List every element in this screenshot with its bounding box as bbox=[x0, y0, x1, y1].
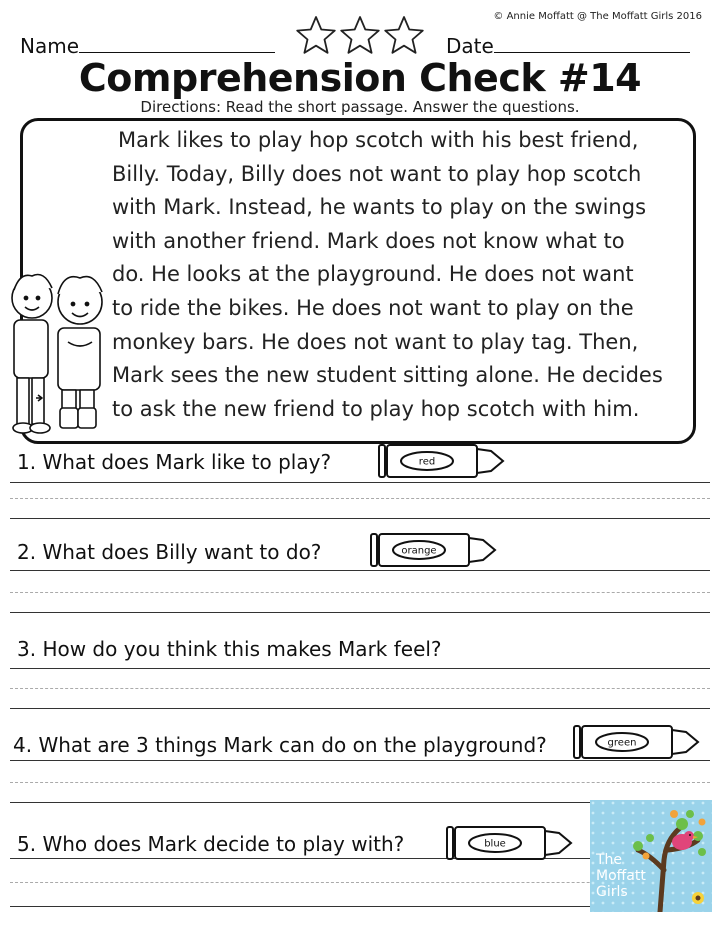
date-line bbox=[494, 34, 690, 53]
answer-line-top bbox=[10, 482, 710, 483]
crayon-icon bbox=[572, 724, 702, 760]
passage-line: do. He looks at the playground. He does not want bbox=[112, 262, 634, 287]
answer-line-mid bbox=[10, 782, 710, 783]
crayon-icon bbox=[369, 532, 499, 568]
name-line bbox=[79, 34, 275, 53]
passage-line: Mark sees the new student sitting alone. He decides bbox=[112, 363, 663, 388]
answer-line-top bbox=[10, 570, 710, 571]
passage-line: monkey bars. He does not want to play tag. Then, bbox=[112, 329, 639, 354]
star-outline-icon bbox=[385, 17, 423, 53]
crayon-icon bbox=[445, 825, 575, 861]
logo-text-1: The bbox=[596, 852, 623, 868]
question-5: 5. Who does Mark decide to play with? bbox=[17, 832, 405, 856]
passage-text bbox=[112, 124, 692, 426]
crayon-label: blue bbox=[484, 838, 506, 850]
star-outline-icon bbox=[297, 17, 335, 53]
crayon-icon bbox=[377, 443, 507, 479]
answer-line-mid bbox=[10, 592, 710, 593]
question-2: 2. What does Billy want to do? bbox=[17, 540, 322, 564]
logo-text-3: Girls bbox=[596, 884, 628, 900]
answer-line-base bbox=[10, 518, 710, 519]
answer-line-mid bbox=[10, 498, 710, 499]
question-1: 1. What does Mark like to play? bbox=[17, 450, 332, 474]
name-field[interactable] bbox=[20, 34, 275, 58]
question-3: 3. How do you think this makes Mark feel? bbox=[17, 637, 442, 661]
answer-line-top bbox=[10, 760, 710, 761]
crayon-label: red bbox=[418, 456, 436, 468]
question-4: 4. What are 3 things Mark can do on the playground? bbox=[13, 733, 547, 757]
passage-line: to ride the bikes. He does not want to play on the bbox=[112, 295, 634, 320]
answer-line-top bbox=[10, 668, 710, 669]
answer-line-base bbox=[10, 708, 710, 709]
answer-line-base bbox=[10, 612, 710, 613]
answer-line-mid bbox=[10, 688, 710, 689]
passage-line: with another friend. Mark does not know what to bbox=[112, 228, 625, 253]
name-label: Name bbox=[20, 34, 80, 58]
page-title: Comprehension Check #14 bbox=[78, 56, 642, 100]
directions-text: Directions: Read the short passage. Answer the questions. bbox=[140, 98, 580, 116]
passage-line: Mark likes to play hop scotch with his best friend, bbox=[118, 128, 639, 152]
passage-line: with Mark. Instead, he wants to play on the swings bbox=[112, 195, 647, 220]
crayon-label: orange bbox=[401, 545, 437, 557]
copyright-text: © Annie Moffatt @ The Moffatt Girls 2016 bbox=[493, 11, 702, 22]
tree-bird-logo bbox=[590, 800, 712, 912]
rating-stars bbox=[294, 14, 430, 58]
passage-line: to ask the new friend to play hop scotch with him. bbox=[112, 396, 640, 421]
passage-line: Billy. Today, Billy does not want to play hop scotch bbox=[112, 161, 642, 186]
children-illustration bbox=[8, 258, 112, 438]
crayon-label: green bbox=[607, 737, 637, 749]
star-outline-icon bbox=[341, 17, 379, 53]
date-label: Date bbox=[446, 34, 494, 58]
date-field[interactable] bbox=[446, 34, 690, 58]
logo-text-2: Moffatt bbox=[596, 868, 646, 884]
